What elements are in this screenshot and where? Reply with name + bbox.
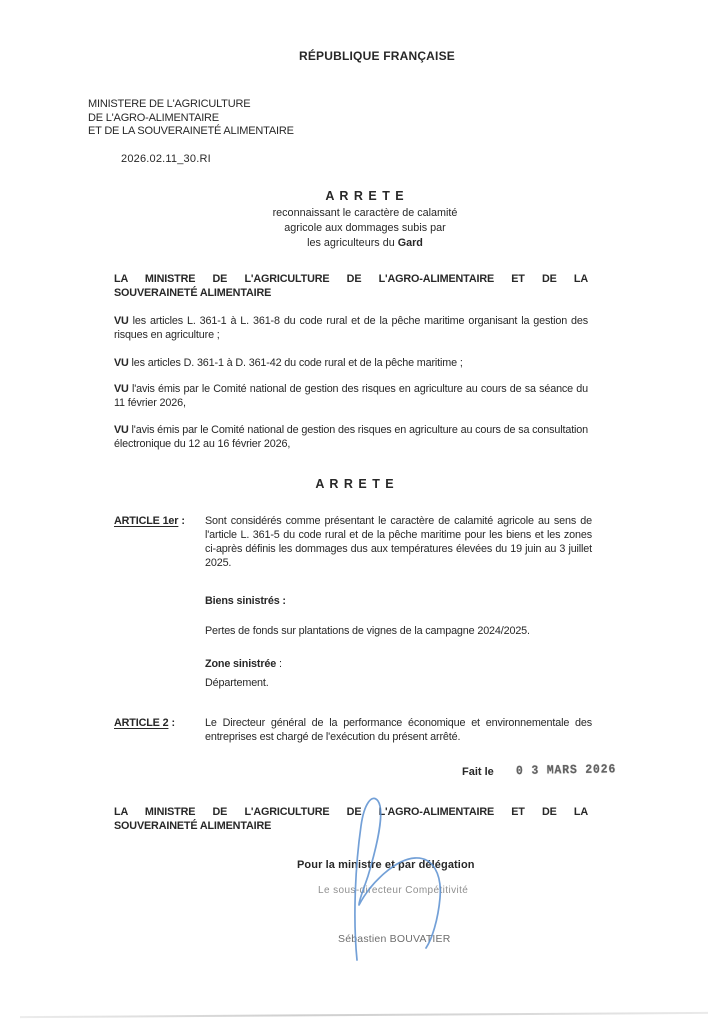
visa-label: VU xyxy=(114,383,129,395)
arrete-title-block xyxy=(165,189,565,251)
zone-sinistree-text: Département. xyxy=(205,677,269,689)
ministry-line-1: MINISTERE DE L'AGRICULTURE xyxy=(88,98,251,110)
department-name: Gard xyxy=(397,237,423,249)
visa-paragraph-2: VU les articles D. 361-1 à D. 361-42 du code rural et de la pêche maritime ; xyxy=(114,357,463,369)
signer-title: Le sous-directeur Compétitivité xyxy=(318,885,469,896)
visa-label: VU xyxy=(114,424,129,436)
ministry-line-2: DE L'AGRO-ALIMENTAIRE xyxy=(88,111,219,124)
zone-sinistree-heading: Zone sinistrée : xyxy=(205,658,282,670)
visa-paragraph-3: VU l'avis émis par le Comité national de gestion des risques en agriculture au cours de sa séance du 11 février 2026, xyxy=(114,383,588,409)
visa-label: VU xyxy=(114,357,129,369)
article-1-label: ARTICLE 1er xyxy=(114,515,179,527)
arrete-subtitle-line-3: les agriculteurs du Gard xyxy=(307,237,423,249)
biens-sinistres-heading: Biens sinistrés : xyxy=(205,595,286,607)
arrete-heading-2: A R R E T E xyxy=(315,477,395,491)
article-1-row xyxy=(114,514,592,570)
visa-label: VU xyxy=(114,315,129,327)
biens-sinistres-text: Pertes de fonds sur plantations de vignes de la campagne 2024/2025. xyxy=(205,625,530,637)
handwritten-signature xyxy=(330,775,460,970)
visa-paragraph-1: VU les articles L. 361-1 à L. 361-8 du code rural et de la pêche maritime organisant la gestion des risques en agriculture ; xyxy=(114,315,588,341)
authority-heading-signature: LA MINISTRE DE L'AGRICULTURE DE L'AGRO-ALIMENTAIRE ET DE LA SOUVERAINETÉ ALIMENTAIRE xyxy=(114,806,588,832)
arrete-title: A R R E T E xyxy=(325,189,405,203)
delegation-line: Pour la ministre et par délégation xyxy=(297,859,475,871)
arrete-subtitle-line-1: reconnaissant le caractère de calamité xyxy=(272,207,458,219)
fait-le-label: Fait le xyxy=(462,766,494,778)
document-reference: 2026.02.11_30.RI xyxy=(121,153,211,165)
article-2-row xyxy=(114,716,592,744)
signature-stroke xyxy=(355,798,440,960)
date-stamp: 0 3 MARS 2026 xyxy=(515,762,617,779)
arrete-subtitle-line-2: agricole aux dommages subis par xyxy=(284,222,446,234)
signer-name: Sébastien BOUVATIER xyxy=(338,933,451,945)
paper-bottom-edge xyxy=(20,1012,708,1018)
article-1-text: Sont considérés comme présentant le caractère de calamité agricole au sens de l'article L. 361-5 du code rural et de la pêche maritime pour les biens et les zones ci-après définis les dommages dus aux températures élevées du 19 juin au 3 juillet 2025. xyxy=(205,515,592,569)
article-2-text: Le Directeur général de la performance économique et environnementale des entreprises est chargé de l'exécution du présent arrêté. xyxy=(205,717,592,743)
article-2-label-cell: ARTICLE 2 : xyxy=(114,717,175,729)
article-2-label: ARTICLE 2 xyxy=(114,717,169,729)
authority-heading: LA MINISTRE DE L'AGRICULTURE DE L'AGRO-ALIMENTAIRE ET DE LA SOUVERAINETÉ ALIMENTAIRE xyxy=(114,273,588,299)
republic-header: RÉPUBLIQUE FRANÇAISE xyxy=(298,49,455,63)
ministry-line-3: ET DE LA SOUVERAINETÉ ALIMENTAIRE xyxy=(88,125,294,137)
visa-paragraph-4: VU l'avis émis par le Comité national de gestion des risques en agriculture au cours de sa consultation électronique du 12 au 16 février 2026, xyxy=(114,424,588,450)
article-1-label-cell: ARTICLE 1er : xyxy=(114,515,185,527)
ministry-block xyxy=(88,98,294,139)
